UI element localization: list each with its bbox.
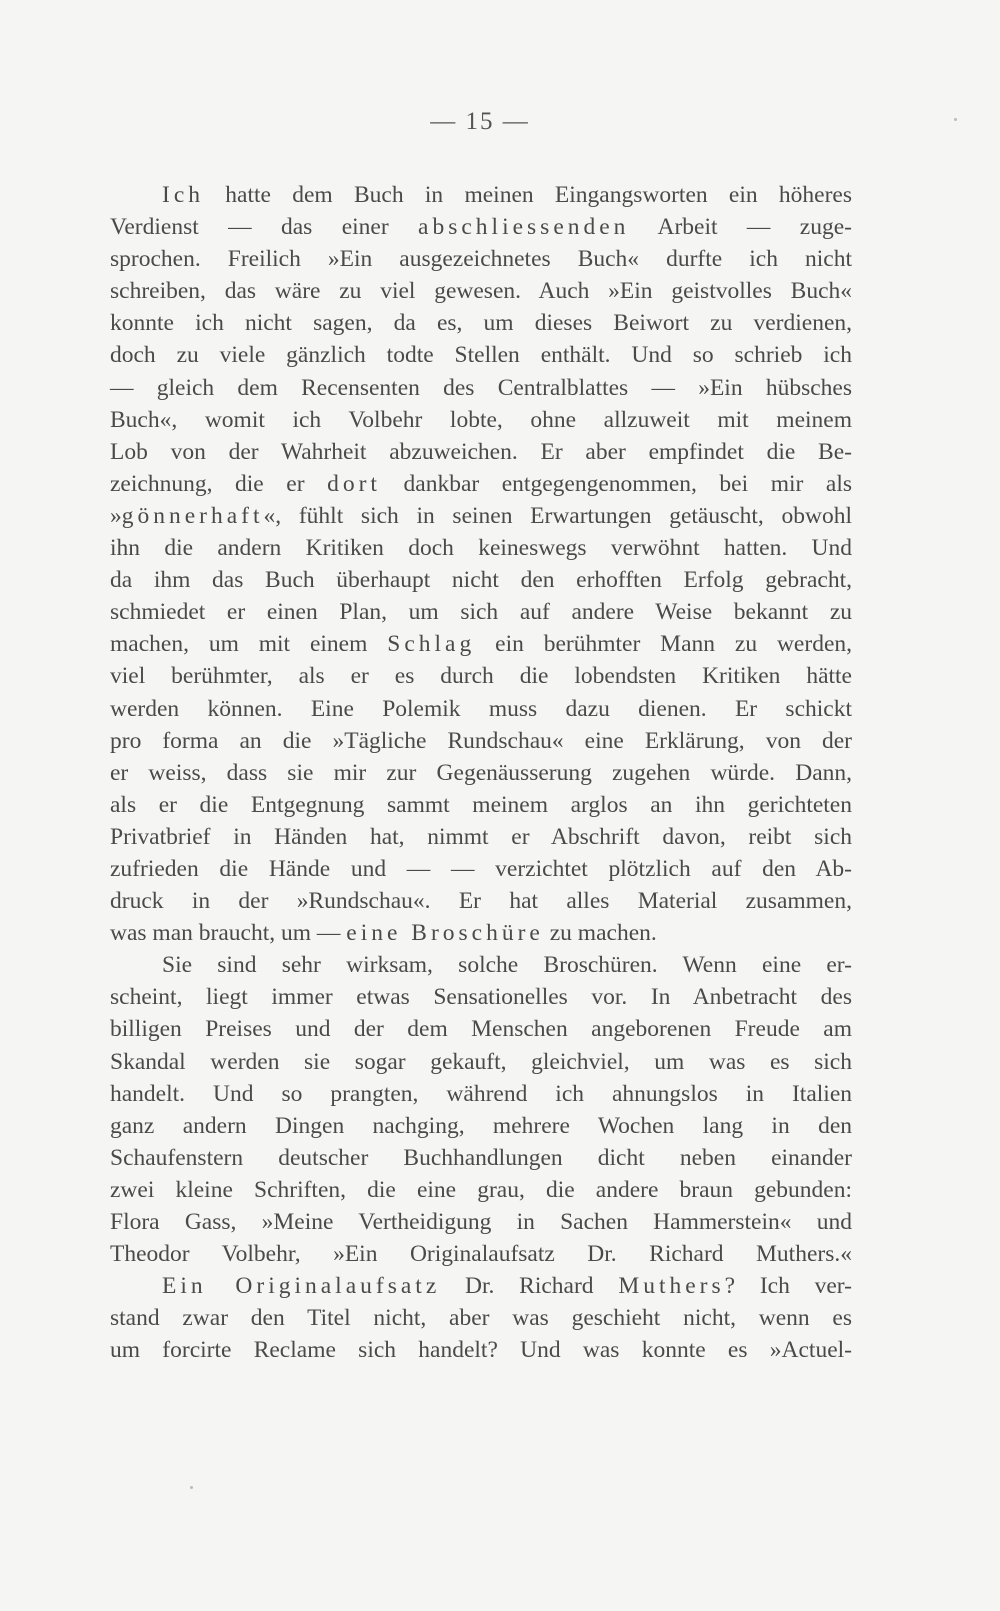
- text-segment: Theodor Volbehr, »Ein Originalaufsatz Dr. Richard Muthers.«: [110, 1241, 852, 1268]
- text-line: [110, 468, 852, 500]
- text-segment: zwei kleine Schriften, die eine grau, die andere braun gebunden:: [110, 1176, 852, 1203]
- text-segment: konnte ich nicht sagen, da es, um dieses Beiwort zu verdienen,: [110, 310, 852, 337]
- text-line: [110, 1174, 852, 1206]
- text-line: [110, 179, 852, 211]
- text-line: [110, 1142, 852, 1174]
- text-segment: schmiedet er einen Plan, um sich auf andere Weise bekannt zu: [110, 599, 852, 626]
- text-segment: Skandal werden sie sogar gekauft, gleichviel, um was es sich: [110, 1048, 852, 1075]
- text-segment: ganz andern Dingen nachging, mehrere Wochen lang in den: [110, 1112, 852, 1139]
- spaced-emphasis: dort: [327, 470, 381, 497]
- text-line: [110, 1078, 852, 1110]
- text-line: [110, 949, 852, 981]
- text-segment: ? Ich ver-: [724, 1273, 852, 1300]
- text-line: [110, 275, 852, 307]
- text-segment: scheint, liegt immer etwas Sensationelles vor. In Anbetracht des: [110, 984, 852, 1011]
- text-line: [110, 1110, 852, 1142]
- text-segment: Buch«, womit ich Volbehr lobte, ohne allzuweit mit meinem: [110, 406, 852, 433]
- text-segment: Verdienst — das einer: [110, 214, 419, 241]
- text-segment: viel berühmter, als er es durch die lobendsten Kritiken hätte: [110, 663, 852, 690]
- text-line: [110, 660, 852, 692]
- text-segment: — gleich dem Recensenten des Centralblattes — »Ein hübsches: [110, 374, 852, 401]
- text-segment: zeichnung, die er: [110, 470, 328, 497]
- text-line: [110, 1046, 852, 1078]
- page-number: — 15 —: [430, 108, 530, 135]
- spaced-emphasis: Schlag: [387, 631, 476, 658]
- text-segment: sprochen. Freilich »Ein ausgezeichnetes Buch« durfte ich nicht: [110, 246, 852, 273]
- text-segment: als er die Entgegnung sammt meinem arglos an ihn gerichteten: [110, 791, 852, 818]
- text-line: [110, 757, 852, 789]
- text-segment: Schaufenstern deutscher Buchhandlungen dicht neben einander: [110, 1144, 852, 1171]
- text-segment: Arbeit — zuge-: [629, 214, 852, 241]
- text-line: [110, 853, 852, 885]
- paper-speck: [190, 1486, 193, 1489]
- spaced-emphasis: Ein Originalaufsatz: [162, 1273, 441, 1300]
- text-line: [110, 821, 852, 853]
- spaced-emphasis: gönnerhaft: [121, 502, 264, 529]
- text-segment: doch zu viele gänzlich todte Stellen enthält. Und so schrieb ich: [110, 342, 852, 369]
- text-segment: handelt. Und so prangten, während ich ahnungslos in Italien: [110, 1080, 852, 1107]
- text-segment: dankbar entgegengenommen, bei mir als: [380, 470, 852, 497]
- text-segment: stand zwar den Titel nicht, aber was geschieht nicht, wenn es: [110, 1305, 852, 1332]
- text-line: [110, 339, 852, 371]
- text-line: [110, 693, 852, 725]
- text-line: [110, 917, 852, 949]
- spaced-emphasis: eine Broschüre: [346, 920, 544, 947]
- text-segment: »: [110, 502, 122, 529]
- text-line: [110, 1302, 852, 1334]
- text-segment: Dr. Richard: [440, 1273, 619, 1300]
- text-segment: Privatbrief in Händen hat, nimmt er Abschrift davon, reibt sich: [110, 823, 852, 850]
- text-segment: Flora Gass, »Meine Vertheidigung in Sachen Hammerstein« und: [110, 1209, 852, 1235]
- text-line: [110, 885, 852, 917]
- text-segment: zu machen.: [543, 920, 657, 947]
- text-line: [110, 628, 852, 660]
- text-line: [110, 564, 852, 596]
- text-line: [110, 981, 852, 1013]
- text-segment: schreiben, das wäre zu viel gewesen. Auch »Ein geistvolles Buch«: [110, 278, 852, 305]
- paper-speck: [954, 118, 957, 121]
- body-text: [110, 179, 852, 1366]
- text-segment: da ihm das Buch überhaupt nicht den erhofften Erfolg gebracht,: [110, 567, 852, 594]
- text-line: [110, 243, 852, 275]
- text-segment: ein berühmter Mann zu werden,: [475, 631, 852, 658]
- text-line: [110, 307, 852, 339]
- text-segment: Sie sind sehr wirksam, solche Broschüren. Wenn eine er-: [162, 952, 852, 979]
- text-line: [110, 789, 852, 821]
- text-line: [110, 1334, 852, 1366]
- text-line: [110, 725, 852, 757]
- text-line: [110, 1270, 852, 1302]
- spaced-emphasis: abschliessenden: [418, 214, 630, 241]
- text-line: [110, 596, 852, 628]
- text-line: [110, 372, 852, 404]
- text-segment: pro forma an die »Tägliche Rundschau« eine Erklärung, von der: [110, 727, 852, 754]
- text-segment: hatte dem Buch in meinen Eingangsworten ein höheres: [204, 182, 852, 208]
- text-segment: was man braucht, um —: [110, 920, 347, 947]
- text-segment: um forcirte Reclame sich handelt? Und was konnte es »Actuel-: [110, 1337, 852, 1364]
- text-segment: zufrieden die Hände und — — verzichtet plötzlich auf den Ab-: [110, 855, 852, 882]
- text-line: [110, 500, 852, 532]
- text-line: [110, 1238, 852, 1270]
- text-segment: ihn die andern Kritiken doch keineswegs verwöhnt hatten. Und: [110, 535, 852, 562]
- text-segment: er weiss, dass sie mir zur Gegenäusserung zugehen würde. Dann,: [110, 759, 852, 786]
- spaced-emphasis: Muthers: [618, 1273, 725, 1300]
- text-segment: druck in der »Rundschau«. Er hat alles Material zusammen,: [110, 888, 852, 915]
- text-line: [110, 532, 852, 564]
- text-segment: machen, um mit einem: [110, 631, 388, 658]
- spaced-emphasis: Ich: [162, 182, 205, 208]
- text-segment: Lob von der Wahrheit abzuweichen. Er aber empfindet die Be-: [110, 438, 852, 465]
- text-segment: billigen Preises und der dem Menschen angeborenen Freude am: [110, 1016, 852, 1043]
- text-line: [110, 404, 852, 436]
- text-line: [110, 436, 852, 468]
- text-line: [110, 1206, 852, 1238]
- text-segment: «, fühlt sich in seinen Erwartungen getäuscht, obwohl: [263, 502, 852, 529]
- text-line: [110, 211, 852, 243]
- text-line: [110, 1013, 852, 1045]
- text-segment: werden können. Eine Polemik muss dazu dienen. Er schickt: [110, 695, 852, 722]
